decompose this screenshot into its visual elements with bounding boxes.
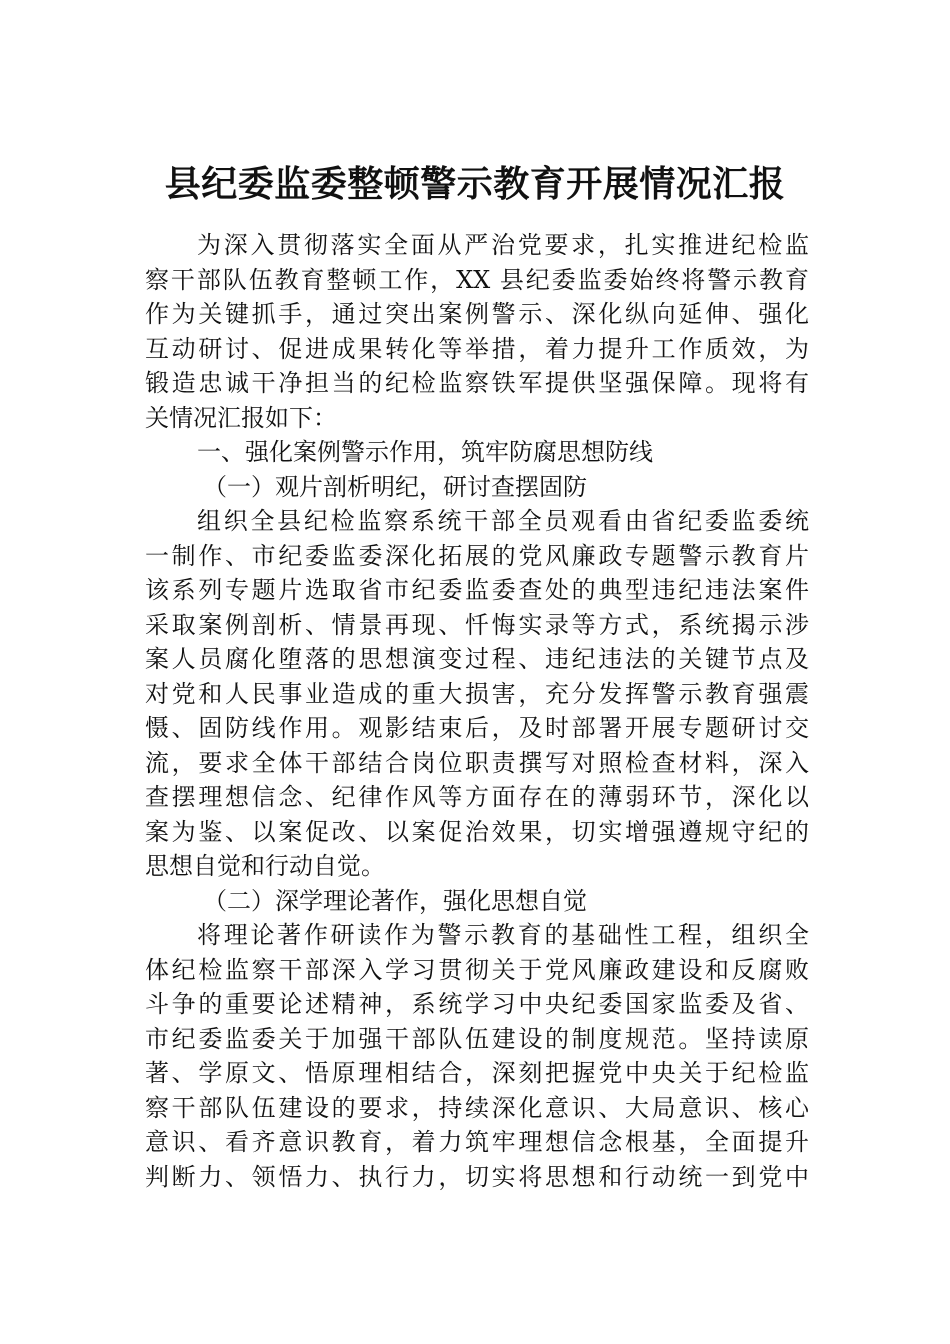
paragraph-line: 流，要求全体干部结合岗位职责撰写对照检查材料，深入 bbox=[145, 748, 809, 777]
subsection-heading: （一）观片剖析明纪，研讨查摆固防 bbox=[203, 472, 587, 501]
paragraph-line: 该系列专题片选取省市纪委监委查处的典型违纪违法案件 bbox=[145, 576, 809, 604]
paragraph-line: 体纪检监察干部深入学习贯彻关于党风廉政建设和反腐败 bbox=[145, 955, 809, 984]
paragraph-line: 慑、固防线作用。观影结束后，及时部署开展专题研讨交 bbox=[145, 714, 809, 742]
paragraph-line: 将理论著作研读作为警示教育的基础性工程，组织全 bbox=[197, 921, 809, 949]
paragraph-line: 思想自觉和行动自觉。 bbox=[145, 852, 385, 880]
paragraph-line: 市纪委监委关于加强干部队伍建设的制度规范。坚持读原 bbox=[145, 1024, 809, 1053]
paragraph-line: 为深入贯彻落实全面从严治党要求，扎实推进纪检监 bbox=[197, 231, 809, 259]
paragraph-line: 案为鉴、以案促改、以案促治效果，切实增强遵规守纪的 bbox=[145, 817, 809, 846]
paragraph-line: 组织全县纪检监察系统干部全员观看由省纪委监委统 bbox=[197, 507, 809, 535]
paragraph-line: 判断力、领悟力、执行力，切实将思想和行动统一到党中 bbox=[145, 1162, 809, 1191]
document-title: 县纪委监委整顿警示教育开展情况汇报 bbox=[164, 163, 786, 205]
paragraph-line: 案人员腐化堕落的思想演变过程、违纪违法的关键节点及 bbox=[145, 645, 809, 673]
paragraph-line: 斗争的重要论述精神，系统学习中央纪委国家监委及省、 bbox=[145, 990, 809, 1018]
document-body bbox=[145, 228, 809, 1194]
paragraph-line: 互动研讨、促进成果转化等举措，着力提升工作质效，为 bbox=[145, 334, 809, 363]
paragraph-line: 锻造忠诚干净担当的纪检监察铁军提供坚强保障。现将有 bbox=[145, 369, 809, 397]
paragraph-line: 察干部队伍建设的要求，持续深化意识、大局意识、核心 bbox=[145, 1093, 809, 1122]
section-heading: 一、强化案例警示作用，筑牢防腐思想防线 bbox=[197, 438, 653, 466]
paragraph-line: 作为关键抓手，通过突出案例警示、深化纵向延伸、强化 bbox=[145, 300, 809, 328]
intro-paragraph bbox=[145, 228, 809, 435]
paragraph-line: 察干部队伍教育整顿工作，XX 县纪委监委始终将警示教育 bbox=[145, 265, 809, 294]
paragraph-line: 采取案例剖析、情景再现、忏悔实录等方式，系统揭示涉 bbox=[145, 610, 809, 639]
paragraph-line: 查摆理想信念、纪律作风等方面存在的薄弱环节，深化以 bbox=[145, 783, 809, 811]
subsection-paragraph bbox=[145, 918, 809, 1194]
subsection-heading: （二）深学理论著作，强化思想自觉 bbox=[203, 886, 587, 915]
paragraph-line: 一制作、市纪委监委深化拓展的党风廉政专题警示教育片 bbox=[145, 541, 809, 570]
paragraph-line: 意识、看齐意识教育，着力筑牢理想信念根基，全面提升 bbox=[145, 1128, 809, 1156]
subsection-paragraph bbox=[145, 504, 809, 884]
paragraph-line: 著、学原文、悟原理相结合，深刻把握党中央关于纪检监 bbox=[145, 1059, 809, 1087]
paragraph-line: 对党和人民事业造成的重大损害，充分发挥警示教育强震 bbox=[145, 679, 809, 708]
paragraph-line: 关情况汇报如下： bbox=[145, 403, 337, 432]
